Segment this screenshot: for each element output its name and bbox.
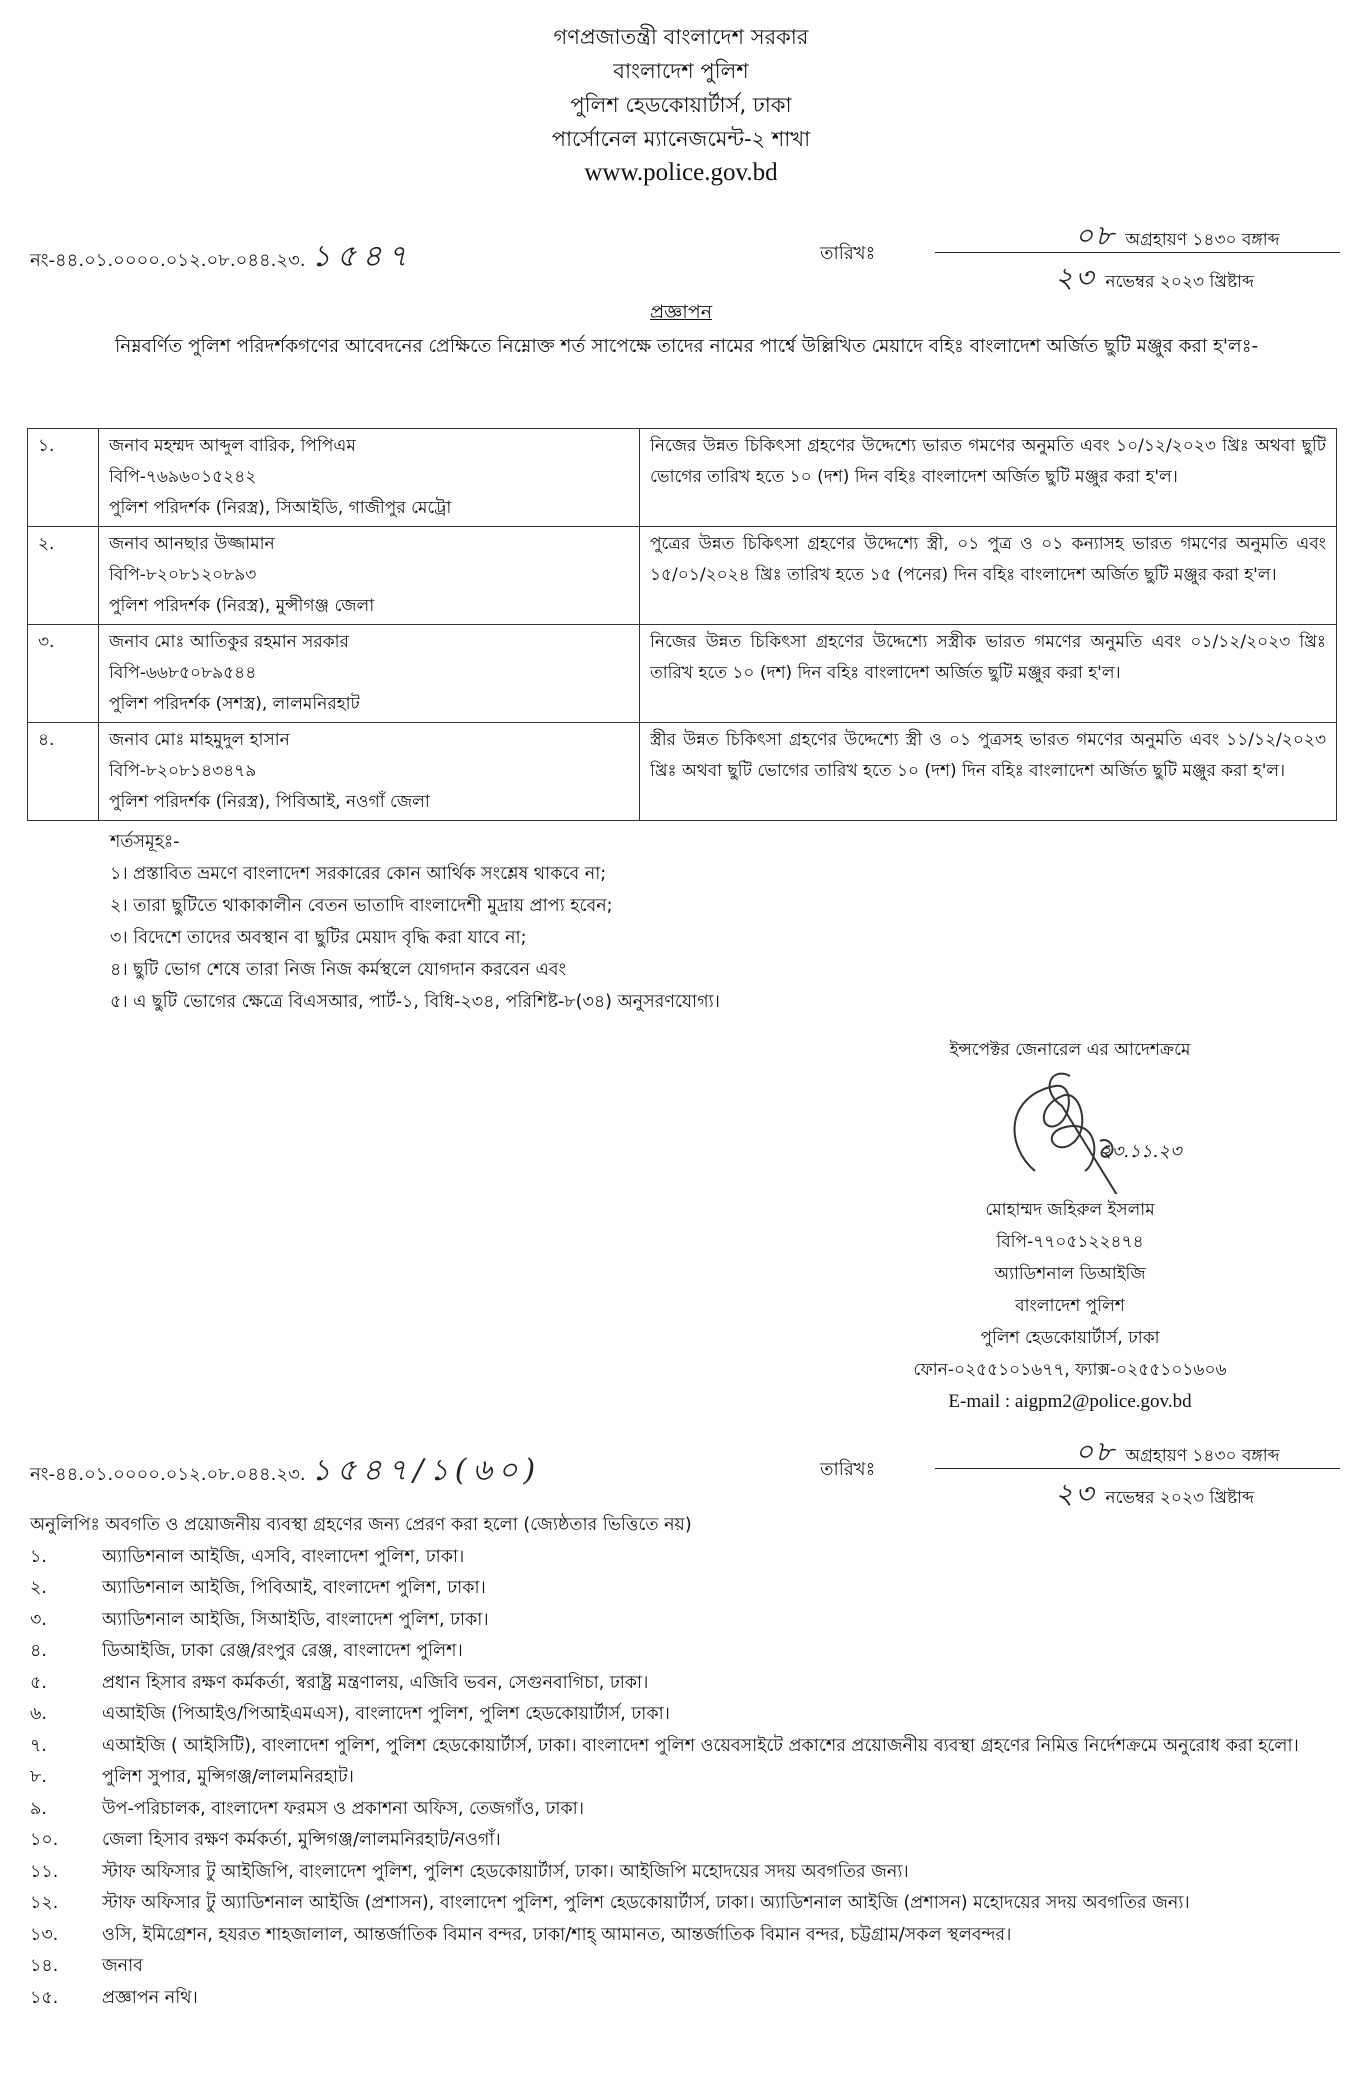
copy-text: পুলিশ সুপার, মুন্সিগঞ্জ/লালমনিরহাট।: [102, 1767, 354, 1787]
header-government: গণপ্রজাতন্ত্রী বাংলাদেশ সরকার: [553, 25, 809, 49]
leave-detail: স্ত্রীর উন্নত চিকিৎসা গ্রহণের উদ্দেশ্যে স্ত্রী ও ০১ পুত্রসহ ভারত গমণের অনুমতি এবং ১১/১২/২০২৩ খ্রিঃ অথবা ছুটি ভোগের তারিখ হতে ১০ (দশ) দিন বহিঃ বাংলাদেশ অর্জিত ছুটি মঞ্জুর করা হ'ল।: [640, 723, 1337, 821]
signature-date: ২৩.১১.২৩: [1100, 1141, 1182, 1162]
copy-number: ১৩.: [30, 1924, 59, 1945]
officer-info: [99, 625, 640, 723]
order-number: ৪.: [28, 723, 99, 821]
signature-scribble-icon: [800, 1066, 1340, 1194]
officer-post: পুলিশ পরিদর্শক (নিরস্ত্র), সিআইডি, গাজীপুর মেট্রো: [109, 498, 452, 518]
intro-paragraph: নিম্নবর্ণিত পুলিশ পরিদর্শকগণের আবেদনের প্রেক্ষিতে নিম্নোক্ত শর্ত সাপেক্ষে তাদের নামের পার্শ্বে উল্লিখিত মেয়াদে বহিঃ বাংলাদেশ অর্জিত ছুটি মঞ্জুর করা হ'লঃ-: [115, 336, 1259, 357]
copy-text: প্রজ্ঞাপন নথি।: [102, 1987, 198, 2008]
copy-recipient: [30, 1983, 1340, 2015]
memo-date: [820, 212, 1340, 292]
leave-detail: নিজের উন্নত চিকিৎসা গ্রহণের উদ্দেশ্যে ভারত গমণের অনুমতি এবং ১০/১২/২০২৩ খ্রিঃ অথবা ছুটি ভোগের তারিখ হতে ১০ (দশ) দিন বহিঃ বাংলাদেশ অর্জিত ছুটি মঞ্জুর করা হ'ল।: [640, 429, 1337, 527]
signatory-name: মোহাম্মদ জহিরুল ইসলাম: [985, 1200, 1155, 1220]
copy-text: অ্যাডিশনাল আইজি, সিআইডি, বাংলাদেশ পুলিশ, ঢাকা।: [102, 1609, 489, 1630]
copy-text: স্টাফ অফিসার টু আইজিপি, বাংলাদেশ পুলিশ, পুলিশ হেডকোয়ার্টার্স, ঢাকা। আইজিপি মহোদয়ের সদয় অবগতির জন্য।: [102, 1861, 909, 1882]
copy-text: ডিআইজি, ঢাকা রেঞ্জ/রংপুর রেঞ্জ, বাংলাদেশ পুলিশ।: [102, 1641, 463, 1661]
copy-date-greg-rest: নভেম্বর ২০২৩ খ্রিষ্টাব্দ: [1105, 1488, 1255, 1508]
copy-text: এআইজি (পিআইও/পিআইএমএস), বাংলাদেশ পুলিশ, পুলিশ হেডকোয়ার্টার্স, ঢাকা।: [102, 1704, 670, 1724]
signature-block: [800, 1034, 1340, 1418]
handwritten-signature: [800, 1066, 1340, 1194]
condition-item: ১। প্রস্তাবিত ভ্রমণে বাংলাদেশ সরকারের কোন আর্থিক সংশ্লেষ থাকবে না;: [110, 864, 607, 884]
officer-name: জনাব মহম্মদ আব্দুল বারিক, পিপিএম: [109, 436, 356, 456]
copy-text: জনাব: [102, 1956, 143, 1976]
signatory-email: E-mail : aigpm2@police.gov.bd: [948, 1391, 1192, 1412]
copy-text: স্টাফ অফিসার টু অ্যাডিশনাল আইজি (প্রশাসন), বাংলাদেশ পুলিশ, পুলিশ হেডকোয়ার্টার্স, ঢাকা। অ্যাডিশনাল আইজি (প্রশাসন) মহোদয়ের সদয় অবগতির জন্য।: [102, 1893, 1190, 1913]
date-greg-rest: নভেম্বর ২০২৩ খ্রিষ্টাব্দ: [1105, 272, 1255, 292]
order-number: ২.: [28, 527, 99, 625]
memo-reference: [30, 232, 413, 283]
copy-date-label: তারিখঃ: [820, 1459, 876, 1480]
copy-date-bangla-day: ০৮: [1075, 1435, 1116, 1468]
copy-text: ওসি, ইমিগ্রেশন, হযরত শাহজালাল, আন্তর্জাতিক বিমান বন্দর, ঢাকা/শাহ্ আমানত, আন্তর্জাতিক বিমান বন্দর, চট্টগ্রাম/সকল স্থলবন্দর।: [102, 1924, 1012, 1945]
date-bangla: [1075, 214, 1280, 261]
order-number: ১.: [28, 429, 99, 527]
document-title: প্রজ্ঞাপন: [649, 301, 713, 323]
copy-number: ১৫.: [30, 1987, 59, 2008]
officer-info: [99, 429, 640, 527]
signatory-phone: ফোন-০২৫৫১০১৬৭৭, ফ্যাক্স-০২৫৫১০১৬০৬: [913, 1360, 1227, 1380]
copy-recipient: [30, 1762, 1340, 1794]
date-greg-day: ২৩: [1055, 261, 1096, 294]
officer-name: জনাব মোঃ মাহমুদুল হাসান: [109, 730, 290, 750]
copy-recipient: [30, 1951, 1340, 1983]
copy-recipient: [30, 1636, 1340, 1668]
copies-heading: অনুলিপিঃ অবগতি ও প্রয়োজনীয় ব্যবস্থা গ্রহণের জন্য প্রেরণ করা হলো (জ্যেষ্ঠতার ভিত্তিতে নয়): [30, 1515, 692, 1535]
signatory-office: পুলিশ হেডকোয়ার্টার্স, ঢাকা: [980, 1328, 1160, 1348]
copy-number: ৯.: [30, 1798, 47, 1819]
conditions-heading: শর্তসমূহঃ-: [110, 832, 180, 852]
copy-recipient: [30, 1573, 1340, 1605]
copy-recipient: [30, 1731, 1340, 1763]
copy-memo-reference: [30, 1446, 541, 1497]
leave-detail: নিজের উন্নত চিকিৎসা গ্রহণের উদ্দেশ্যে সস্ত্রীক ভারত গমণের অনুমতি এবং ০১/১২/২০২৩ খ্রিঃ তারিখ হতে ১০ (দশ) দিন বহিঃ বাংলাদেশ অর্জিত ছুটি মঞ্জুর করা হ'ল।: [640, 625, 1337, 723]
leave-orders-table: [27, 428, 1337, 821]
copy-number: ৭.: [30, 1735, 47, 1756]
copy-recipient: [30, 1668, 1340, 1700]
copy-number: ১২.: [30, 1893, 59, 1913]
copy-recipient: [30, 1825, 1340, 1857]
copy-recipient: [30, 1699, 1340, 1731]
copy-recipient: [30, 1888, 1340, 1920]
copy-text: প্রধান হিসাব রক্ষণ কর্মকর্তা, স্বরাষ্ট্র মন্ত্রণালয়, এজিবি ভবন, সেগুনবাগিচা, ঢাকা।: [102, 1672, 649, 1693]
officer-bp: বিপি-৭৬৯৬০১৫২৪২: [109, 467, 257, 487]
condition-item: ২। তারা ছুটিতে থাকাকালীন বেতন ভাতাদি বাংলাদেশী মুদ্রায় প্রাপ্য হবেন;: [110, 896, 613, 916]
copy-recipient: [30, 1542, 1340, 1574]
officer-name: জনাব মোঃ আতিকুর রহমান সরকার: [109, 632, 349, 652]
header-branch: পার্সোনেল ম্যানেজমেন্ট-২ শাখা: [551, 127, 811, 151]
copy-number: ১.: [30, 1546, 47, 1567]
copy-recipient: [30, 1920, 1340, 1952]
order-row: [28, 723, 1337, 821]
condition-item: ৪। ছুটি ভোগ শেষে তারা নিজ নিজ কর্মস্থলে যোগদান করবেন এবং: [110, 960, 567, 980]
officer-name: জনাব আনছার উজ্জামান: [109, 534, 275, 554]
signatory-designation: অ্যাডিশনাল ডিআইজি: [994, 1264, 1146, 1284]
order-row: [28, 429, 1337, 527]
signatory-bp: বিপি-৭৭০৫১২২৪৭৪: [996, 1232, 1144, 1252]
copy-number: ৩.: [30, 1609, 47, 1630]
copy-text: উপ-পরিচালক, বাংলাদেশ ফরমস ও প্রকাশনা অফিস, তেজগাঁও, ঢাকা।: [102, 1798, 585, 1819]
condition-item: ৫। এ ছুটি ভোগের ক্ষেত্রে বিএসআর, পার্ট-১, বিধি-২৩৪, পরিশিষ্ট-৮(৩৪) অনুসরণযোগ্য।: [110, 992, 720, 1012]
copies-section: [30, 1510, 1340, 2014]
copy-text: অ্যাডিশনাল আইজি, এসবি, বাংলাদেশ পুলিশ, ঢাকা।: [102, 1546, 465, 1567]
header-website: www.police.gov.bd: [584, 159, 778, 186]
copy-number: ২.: [30, 1578, 47, 1598]
officer-post: পুলিশ পরিদর্শক (নিরস্ত্র), মুন্সীগঞ্জ জেলা: [109, 596, 375, 616]
copy-number: ৮.: [30, 1767, 47, 1787]
copy-number: ৫.: [30, 1672, 47, 1693]
copy-ref-prefix: নং-৪৪.০১.০০০০.০১২.০৮.০৪৪.২৩.: [30, 1464, 306, 1485]
copy-text: জেলা হিসাব রক্ষণ কর্মকর্তা, মুন্সিগঞ্জ/লালমনিরহাট/নওগাঁ।: [102, 1830, 501, 1850]
officer-bp: বিপি-৬৬৮৫০৮৯৫৪৪: [109, 663, 257, 683]
officer-bp: বিপি-৮২০৮১২০৮৯৩: [109, 565, 257, 585]
memo-ref-number: ১৫৪৭: [311, 239, 414, 274]
conditions: [110, 826, 1210, 1018]
copy-recipient: [30, 1605, 1340, 1637]
copy-recipient: [30, 1794, 1340, 1826]
officer-post: পুলিশ পরিদর্শক (সশস্ত্র), লালমনিরহাট: [109, 694, 360, 714]
condition-item: ৩। বিদেশে তাদের অবস্থান বা ছুটির মেয়াদ বৃদ্ধি করা যাবে না;: [110, 928, 527, 948]
date-gregorian: [1055, 256, 1254, 303]
copy-number: ১০.: [30, 1830, 59, 1850]
officer-info: [99, 723, 640, 821]
copy-number: ১১.: [30, 1861, 59, 1882]
header-hq: পুলিশ হেডকোয়ার্টার্স, ঢাকা: [570, 93, 792, 117]
copy-text: এআইজি ( আইসিটি), বাংলাদেশ পুলিশ, পুলিশ হেডকোয়ার্টার্স, ঢাকা। বাংলাদেশ পুলিশ ওয়েবসাইটে প্রকাশের প্রয়োজনীয় ব্যবস্থা গ্রহণের নিমিত্ত নির্দেশক্রমে অনুরোধ করা হলো।: [102, 1735, 1299, 1756]
signatory-org: বাংলাদেশ পুলিশ: [1015, 1296, 1125, 1316]
copy-date-greg-day: ২৩: [1055, 1477, 1096, 1510]
date-bangla-rest: অগ্রহায়ণ ১৪৩০ বঙ্গাব্দ: [1125, 230, 1280, 250]
date-label: তারিখঃ: [820, 243, 876, 264]
header-police: বাংলাদেশ পুলিশ: [613, 59, 749, 83]
letterhead: [0, 20, 1362, 190]
leave-detail: পুত্রের উন্নত চিকিৎসা গ্রহণের উদ্দেশ্যে স্ত্রী, ০১ পুত্র ও ০১ কন্যাসহ ভারত গমণের অনুমতি এবং ১৫/০১/২০২৪ খ্রিঃ তারিখ হতে ১৫ (পনের) দিন বহিঃ বাংলাদেশ অর্জিত ছুটি মঞ্জুর করা হ'ল।: [640, 527, 1337, 625]
officer-post: পুলিশ পরিদর্শক (নিরস্ত্র), পিবিআই, নওগাঁ জেলা: [109, 792, 430, 812]
copy-memo-date: [820, 1428, 1340, 1508]
memo-ref-prefix: নং-৪৪.০১.০০০০.০১২.০৮.০৪৪.২৩.: [30, 250, 306, 271]
copy-date-bangla: [1075, 1430, 1280, 1477]
officer-bp: বিপি-৮২০৮১৪৩৪৭৯: [109, 761, 257, 781]
copy-number: ৪.: [30, 1641, 47, 1661]
copy-ref-number: ১৫৪৭/১(৬০): [311, 1453, 542, 1488]
date-bangla-day: ০৮: [1075, 219, 1116, 252]
copy-number: ৬.: [30, 1704, 47, 1724]
copy-text: অ্যাডিশনাল আইজি, পিবিআই, বাংলাদেশ পুলিশ, ঢাকা।: [102, 1578, 486, 1598]
officer-info: [99, 527, 640, 625]
copy-number: ১৪.: [30, 1956, 59, 1976]
copy-recipient: [30, 1857, 1340, 1889]
order-row: [28, 625, 1337, 723]
order-row: [28, 527, 1337, 625]
signature-order-line: ইন্সপেক্টর জেনারেল এর আদেশক্রমে: [949, 1040, 1191, 1060]
order-number: ৩.: [28, 625, 99, 723]
copy-date-bangla-rest: অগ্রহায়ণ ১৪৩০ বঙ্গাব্দ: [1125, 1446, 1280, 1466]
